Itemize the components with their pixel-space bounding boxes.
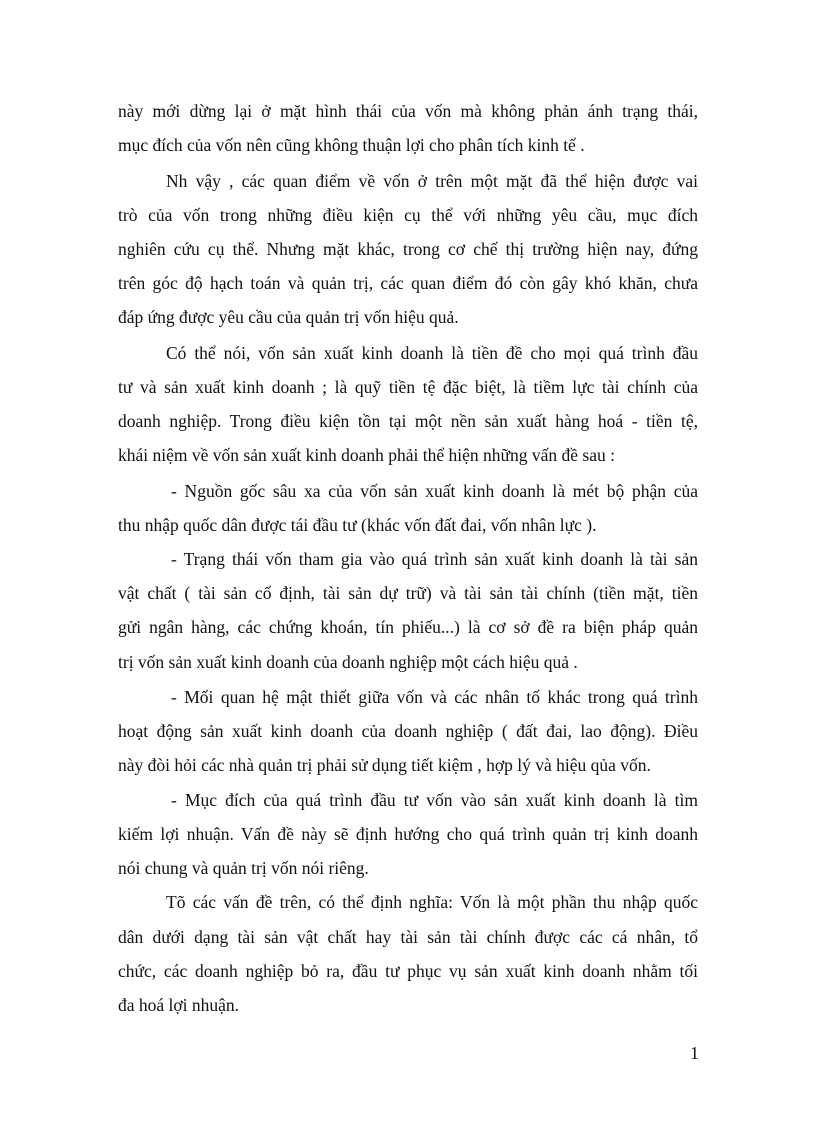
text-line: khái niệm về vốn sản xuất kinh doanh phải thể hiện những vấn đề sau : xyxy=(118,445,615,465)
text-line: đa hoá lợi nhuận. xyxy=(118,995,240,1015)
text-line: - Mối quan hệ mật thiết giữa vốn và các nhân tố khác trong quá trình xyxy=(171,687,698,707)
text-line: nói chung và quản trị vốn nói riêng. xyxy=(118,858,369,878)
text-line: nghiên cứu cụ thể. Nhưng mặt khác, trong cơ chế thị trường hiện nay, đứng xyxy=(118,239,698,259)
text-line: chức, các doanh nghiệp bỏ ra, đầu tư phục vụ sản xuất kinh doanh nhằm tối xyxy=(118,961,698,981)
text-line: - Nguồn gốc sâu xa của vốn sản xuất kinh doanh là mét bộ phận của xyxy=(171,481,698,501)
text-line: Nh vậy , các quan điểm về vốn ở trên một mặt đã thể hiện được vai xyxy=(166,171,698,191)
text-line: trị vốn sản xuất kinh doanh của doanh nghiệp một cách hiệu quả . xyxy=(118,652,578,672)
text-line: kiếm lợi nhuận. Vấn đề này sẽ định hướng cho quá trình quản trị kinh doanh xyxy=(118,824,698,844)
text-line: mục đích của vốn nên cũng không thuận lợi cho phân tích kinh tế . xyxy=(118,135,585,155)
text-line: này mới dừng lại ở mặt hình thái của vốn mà không phản ánh trạng thái, xyxy=(118,101,698,121)
text-line: - Trạng thái vốn tham gia vào quá trình sản xuất kinh doanh là tài sản xyxy=(171,549,698,569)
text-line: Tõ các vấn đề trên, có thể định nghĩa: Vốn là một phần thu nhập quốc xyxy=(166,892,698,912)
text-line: thu nhập quốc dân được tái đầu tư (khác vốn đất đai, vốn nhân lực ). xyxy=(118,515,597,535)
text-line: vật chất ( tài sản cố định, tài sản dự trữ) và tài sản tài chính (tiền mặt, tiền xyxy=(118,583,698,603)
text-line: doanh nghiệp. Trong điều kiện tồn tại một nền sản xuất hàng hoá - tiền tệ, xyxy=(118,411,698,431)
text-line: - Mục đích của quá trình đầu tư vốn vào sản xuất kinh doanh là tìm xyxy=(171,790,698,810)
text-line: này đòi hỏi các nhà quản trị phải sử dụng tiết kiệm , hợp lý và hiệu qủa vốn. xyxy=(118,755,651,775)
text-line: tư và sản xuất kinh doanh ; là quỹ tiền tệ đặc biệt, là tiềm lực tài chính của xyxy=(118,377,698,397)
text-line: gửi ngân hàng, các chứng khoán, tín phiếu...) là cơ sở đề ra biện pháp quản xyxy=(118,617,698,637)
text-line: hoạt động sản xuất kinh doanh của doanh nghiệp ( đất đai, lao động). Điều xyxy=(118,721,698,741)
text-line: đáp ứng được yêu cầu của quản trị vốn hiệu quả. xyxy=(118,307,459,327)
text-line: trò của vốn trong những điều kiện cụ thể với những yêu cầu, mục đích xyxy=(118,205,698,225)
text-line: dân dưới dạng tài sản vật chất hay tài sản tài chính được các cá nhân, tổ xyxy=(118,927,698,947)
text-line: trên góc độ hạch toán và quản trị, các quan điểm đó còn gây khó khăn, chưa xyxy=(118,273,698,293)
page-number: 1 xyxy=(690,1043,699,1063)
text-line: Có thể nói, vốn sản xuất kinh doanh là tiền đề cho mọi quá trình đầu xyxy=(166,343,698,363)
